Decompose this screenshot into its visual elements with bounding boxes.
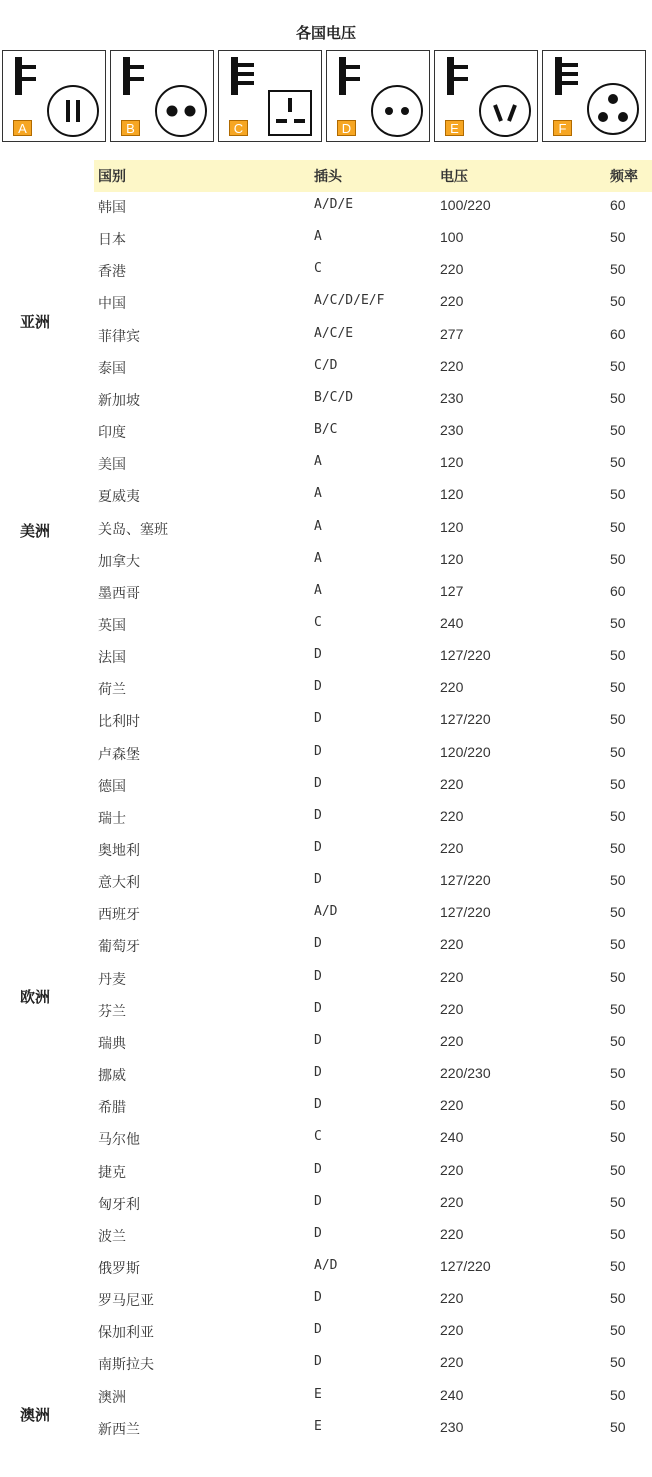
plug-cell: A: [314, 582, 322, 598]
frequency-cell: 50: [610, 647, 626, 664]
plug-type-label: A: [13, 120, 32, 136]
table-row: [94, 289, 652, 321]
voltage-cell: 220: [440, 840, 464, 856]
frequency-cell: 50: [610, 1386, 626, 1403]
voltage-cell: 220: [440, 1354, 464, 1371]
frequency-cell: 50: [610, 1032, 626, 1049]
voltage-cell: 127/220: [440, 711, 491, 728]
plug-cell: D: [314, 1290, 322, 1306]
voltage-cell: 127: [440, 582, 464, 599]
table-row: [94, 740, 652, 772]
plug-cell: D: [314, 1065, 322, 1081]
country-cell: 西班牙: [98, 907, 140, 924]
voltage-cell: 220: [440, 1290, 464, 1307]
country-cell: 俄罗斯: [98, 1260, 140, 1277]
table-row: [94, 1286, 652, 1318]
voltage-cell: 230: [440, 1418, 464, 1435]
country-cell: 美国: [98, 457, 126, 474]
plug-cell: D: [314, 936, 322, 952]
country-cell: 日本: [98, 232, 126, 249]
country-cell: 挪威: [98, 1068, 126, 1085]
table-row: [94, 354, 652, 386]
voltage-cell: 240: [440, 614, 464, 631]
table-row: [94, 1029, 652, 1061]
frequency-cell: 50: [610, 1065, 626, 1082]
country-cell: 卢森堡: [98, 746, 140, 763]
plug-cell: C: [314, 614, 322, 630]
table-row: [94, 225, 652, 257]
frequency-cell: 50: [610, 1290, 626, 1307]
plug-cell: D: [314, 679, 322, 695]
country-cell: 丹麦: [98, 971, 126, 988]
voltage-cell: 220: [440, 1000, 464, 1017]
country-cell: 英国: [98, 617, 126, 634]
country-cell: 荷兰: [98, 682, 126, 699]
table-row: [94, 804, 652, 836]
plug-cell: A/C/E: [314, 325, 354, 341]
plug-type-label: C: [229, 120, 248, 136]
country-cell: 南斯拉夫: [98, 1357, 154, 1374]
frequency-cell: 50: [610, 357, 626, 374]
table-row: [94, 1415, 652, 1447]
country-cell: 墨西哥: [98, 585, 140, 602]
plug-cell: E: [314, 1386, 322, 1402]
country-cell: 韩国: [98, 200, 126, 216]
frequency-cell: 50: [610, 518, 626, 535]
table-row: [94, 707, 652, 739]
table-row: [94, 322, 652, 354]
frequency-cell: 50: [610, 1257, 626, 1274]
country-cell: 澳洲: [98, 1389, 126, 1406]
country-cell: 印度: [98, 425, 126, 442]
table-row: [94, 193, 652, 225]
country-cell: 希腊: [98, 1100, 126, 1117]
plug-cell: B/C/D: [314, 389, 354, 405]
plug-type-label: F: [553, 120, 572, 136]
country-cell: 香港: [98, 264, 126, 281]
voltage-cell: 120: [440, 518, 464, 535]
header-country: 国别: [98, 169, 126, 185]
table-row: [94, 1254, 652, 1286]
plug-cell: D: [314, 711, 322, 727]
plug-cell: D: [314, 1354, 322, 1370]
table-row: [94, 1222, 652, 1254]
frequency-cell: 50: [610, 904, 626, 921]
frequency-cell: 50: [610, 261, 626, 278]
plug-types-strip: [2, 50, 650, 144]
plug-cell: A: [314, 454, 322, 470]
table-row: [94, 1093, 652, 1125]
voltage-cell: 230: [440, 389, 464, 406]
voltage-cell: 220: [440, 807, 464, 824]
plug-cell: A: [314, 550, 322, 566]
plug-type-a: [2, 50, 106, 142]
voltage-cell: 220: [440, 357, 464, 374]
frequency-cell: 50: [610, 807, 626, 824]
voltage-cell: 220: [440, 1322, 464, 1339]
country-cell: 意大利: [98, 875, 140, 892]
country-cell: 保加利亚: [98, 1325, 154, 1342]
voltage-cell: 120: [440, 454, 464, 471]
plug-type-c: [218, 50, 322, 142]
frequency-cell: 50: [610, 614, 626, 631]
table-row: [94, 482, 652, 514]
continent-label: 美洲: [20, 521, 51, 540]
voltage-cell: 220: [440, 1032, 464, 1049]
voltage-cell: 220: [440, 293, 464, 310]
country-cell: 奥地利: [98, 843, 140, 859]
frequency-cell: 50: [610, 840, 626, 856]
voltage-cell: 220: [440, 936, 464, 953]
plug-type-d: [326, 50, 430, 142]
country-cell: 新西兰: [98, 1421, 140, 1438]
voltage-cell: 220: [440, 1193, 464, 1210]
voltage-cell: 120: [440, 550, 464, 567]
frequency-cell: 50: [610, 1129, 626, 1146]
plug-cell: A/D: [314, 904, 338, 920]
voltage-cell: 220/230: [440, 1065, 491, 1082]
frequency-cell: 50: [610, 968, 626, 985]
frequency-cell: 50: [610, 293, 626, 310]
country-cell: 中国: [98, 296, 126, 313]
plug-cell: D: [314, 1032, 322, 1048]
header-voltage: 电压: [440, 169, 468, 185]
plug-cell: D: [314, 840, 322, 855]
continent-label: 亚洲: [20, 312, 51, 331]
voltage-cell: 120/220: [440, 743, 491, 760]
country-cell: 法国: [98, 650, 126, 667]
table-row: [94, 836, 652, 868]
table-row: [94, 450, 652, 482]
frequency-cell: 50: [610, 1354, 626, 1371]
plug-cell: C: [314, 1129, 322, 1145]
voltage-cell: 127/220: [440, 904, 491, 921]
voltage-cell: 220: [440, 1097, 464, 1114]
country-cell: 葡萄牙: [98, 939, 140, 956]
frequency-cell: 50: [610, 679, 626, 696]
voltage-cell: 240: [440, 1386, 464, 1403]
plug-type-b: [110, 50, 214, 142]
frequency-cell: 50: [610, 1161, 626, 1178]
plug-cell: A: [314, 518, 322, 534]
header-frequency: 频率: [610, 169, 638, 185]
country-cell: 比利时: [98, 714, 140, 731]
table-row: [94, 932, 652, 964]
plug-cell: D: [314, 968, 322, 984]
continent-label: 澳洲: [20, 1405, 51, 1424]
plug-type-label: D: [337, 120, 356, 136]
plug-cell: D: [314, 807, 322, 823]
table-header: [94, 160, 652, 192]
frequency-cell: 50: [610, 486, 626, 503]
frequency-cell: 50: [610, 711, 626, 728]
country-cell: 马尔他: [98, 1132, 140, 1149]
voltage-cell: 240: [440, 1129, 464, 1146]
table-row: [94, 1350, 652, 1382]
frequency-cell: 50: [610, 1000, 626, 1017]
table-row: [94, 1190, 652, 1222]
voltage-cell: 277: [440, 325, 464, 342]
table-row: [94, 1061, 652, 1093]
table-row: [94, 675, 652, 707]
plug-type-label: B: [121, 120, 140, 136]
voltage-cell: 220: [440, 261, 464, 278]
plug-cell: D: [314, 872, 322, 888]
plug-cell: C: [314, 261, 322, 277]
frequency-cell: 50: [610, 1418, 626, 1435]
table-row: [94, 547, 652, 579]
frequency-cell: 50: [610, 454, 626, 471]
table-row: [94, 257, 652, 289]
frequency-cell: 60: [610, 582, 626, 599]
country-cell: 匈牙利: [98, 1196, 140, 1213]
country-cell: 新加坡: [98, 392, 140, 409]
plug-cell: D: [314, 743, 322, 759]
table-row: [94, 611, 652, 643]
frequency-cell: 50: [610, 1322, 626, 1339]
voltage-cell: 120: [440, 486, 464, 503]
frequency-cell: 50: [610, 1193, 626, 1210]
voltage-cell: 220: [440, 679, 464, 696]
plug-cell: A: [314, 486, 322, 502]
country-cell: 罗马尼亚: [98, 1293, 154, 1310]
frequency-cell: 50: [610, 743, 626, 760]
voltage-cell: 230: [440, 422, 464, 439]
country-cell: 波兰: [98, 1228, 126, 1245]
country-cell: 瑞士: [98, 810, 126, 827]
frequency-cell: 50: [610, 775, 626, 792]
frequency-cell: 60: [610, 197, 626, 213]
table-row: [94, 1383, 652, 1415]
plug-cell: E: [314, 1418, 322, 1434]
table-row: [94, 579, 652, 611]
country-cell: 芬兰: [98, 1003, 126, 1020]
country-cell: 菲律宾: [98, 328, 140, 345]
country-cell: 关岛、塞班: [98, 521, 168, 538]
frequency-cell: 50: [610, 1097, 626, 1114]
country-cell: 德国: [98, 778, 126, 795]
table-row: [94, 772, 652, 804]
frequency-cell: 50: [610, 229, 626, 246]
voltage-cell: 127/220: [440, 872, 491, 889]
plug-cell: D: [314, 775, 322, 791]
continent-label: 欧洲: [20, 987, 51, 1006]
plug-cell: D: [314, 1225, 322, 1241]
frequency-cell: 50: [610, 872, 626, 889]
plug-cell: D: [314, 1097, 322, 1113]
country-cell: 捷克: [98, 1164, 126, 1181]
frequency-cell: 50: [610, 1225, 626, 1242]
table-row: [94, 1318, 652, 1350]
table-row: [94, 868, 652, 900]
frequency-cell: 50: [610, 550, 626, 567]
plug-cell: D: [314, 647, 322, 663]
plug-cell: D: [314, 1193, 322, 1209]
table-row: [94, 515, 652, 547]
voltage-cell: 127/220: [440, 1257, 491, 1274]
voltage-cell: 100/220: [440, 197, 491, 213]
voltage-cell: 100: [440, 229, 464, 246]
voltage-cell: 220: [440, 1225, 464, 1242]
plug-cell: D: [314, 1322, 322, 1338]
table-row: [94, 900, 652, 932]
plug-cell: A: [314, 229, 322, 245]
voltage-cell: 127/220: [440, 647, 491, 664]
table-row: [94, 386, 652, 418]
plug-type-f: [542, 50, 646, 142]
voltage-cell: 220: [440, 968, 464, 985]
page-title: 各国电压: [295, 24, 356, 42]
plug-cell: D: [314, 1000, 322, 1016]
table-row: [94, 997, 652, 1029]
plug-cell: D: [314, 1161, 322, 1177]
table-row: [94, 965, 652, 997]
table-row: [94, 1125, 652, 1157]
table-row: [94, 643, 652, 675]
table-row: [94, 418, 652, 450]
voltage-cell: 220: [440, 1161, 464, 1178]
plug-cell: B/C: [314, 422, 338, 438]
frequency-cell: 50: [610, 936, 626, 953]
plug-cell: A/D: [314, 1257, 338, 1273]
plug-cell: A/D/E: [314, 197, 354, 212]
country-cell: 加拿大: [98, 553, 140, 570]
country-cell: 瑞典: [98, 1035, 126, 1052]
frequency-cell: 50: [610, 389, 626, 406]
country-cell: 泰国: [98, 360, 126, 377]
frequency-cell: 50: [610, 422, 626, 439]
plug-cell: A/C/D/E/F: [314, 293, 385, 309]
country-cell: 夏威夷: [98, 489, 140, 506]
plug-cell: C/D: [314, 357, 338, 373]
plug-type-e: [434, 50, 538, 142]
plug-type-label: E: [445, 120, 464, 136]
header-plug: 插头: [314, 169, 342, 185]
frequency-cell: 60: [610, 325, 626, 342]
voltage-cell: 220: [440, 775, 464, 792]
table-row: [94, 1158, 652, 1190]
